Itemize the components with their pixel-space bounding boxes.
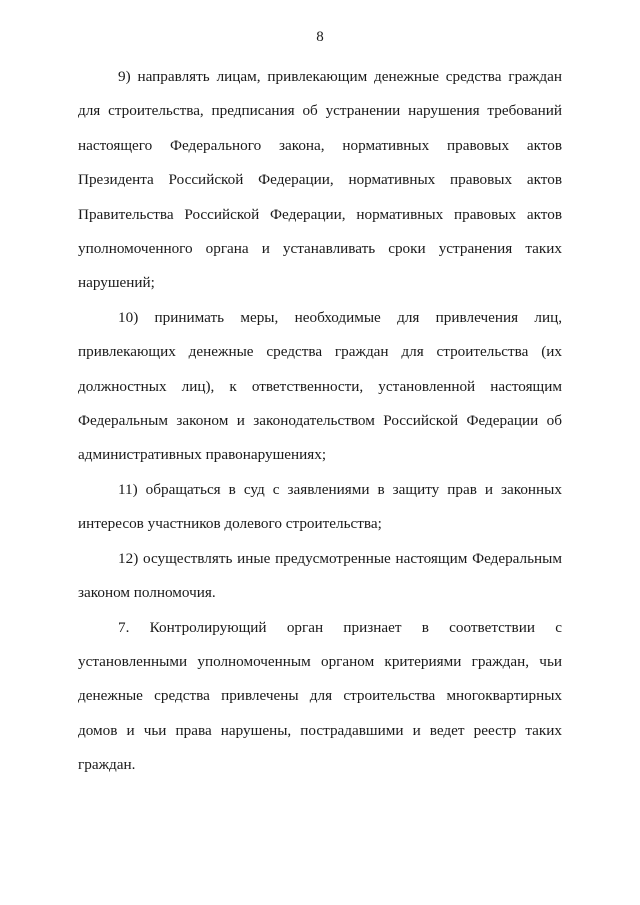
document-body [78, 60, 562, 783]
paragraph-item-11: 11) обращаться в суд с заявлениями в защиту прав и законных интересов участников долевого строительства; [78, 480, 562, 533]
paragraph-item-9: 9) направлять лицам, привлекающим денежные средства граждан для строительства, предписания об устранении нарушения требований настоящего Федерального закона, нормативных правовых актов Президента Российской Федерации, нормативных правовых актов Правительства Российской Федерации, нормативных правовых актов уполномоченного органа и устанавливать сроки устранения таких нарушений; [78, 68, 562, 292]
paragraph-section-7: 7. Контролирующий орган признает в соответствии с установленными уполномоченным органом критериями граждан, чьи денежные средства привлечены для строительства многоквартирных домов и чьи права нарушены, пострадавшими и ведет реестр таких граждан. [78, 618, 562, 774]
paragraph-item-12: 12) осуществлять иные предусмотренные настоящим Федеральным законом полномочия. [78, 549, 562, 602]
paragraph-item-10: 10) принимать меры, необходимые для привлечения лиц, привлекающих денежные средства граждан для строительства (их должностных лиц), к ответственности, установленной настоящим Федеральным законом и законодательством Российской Федерации об административных правонарушениях; [78, 308, 562, 464]
page-number: 8 [316, 29, 324, 45]
